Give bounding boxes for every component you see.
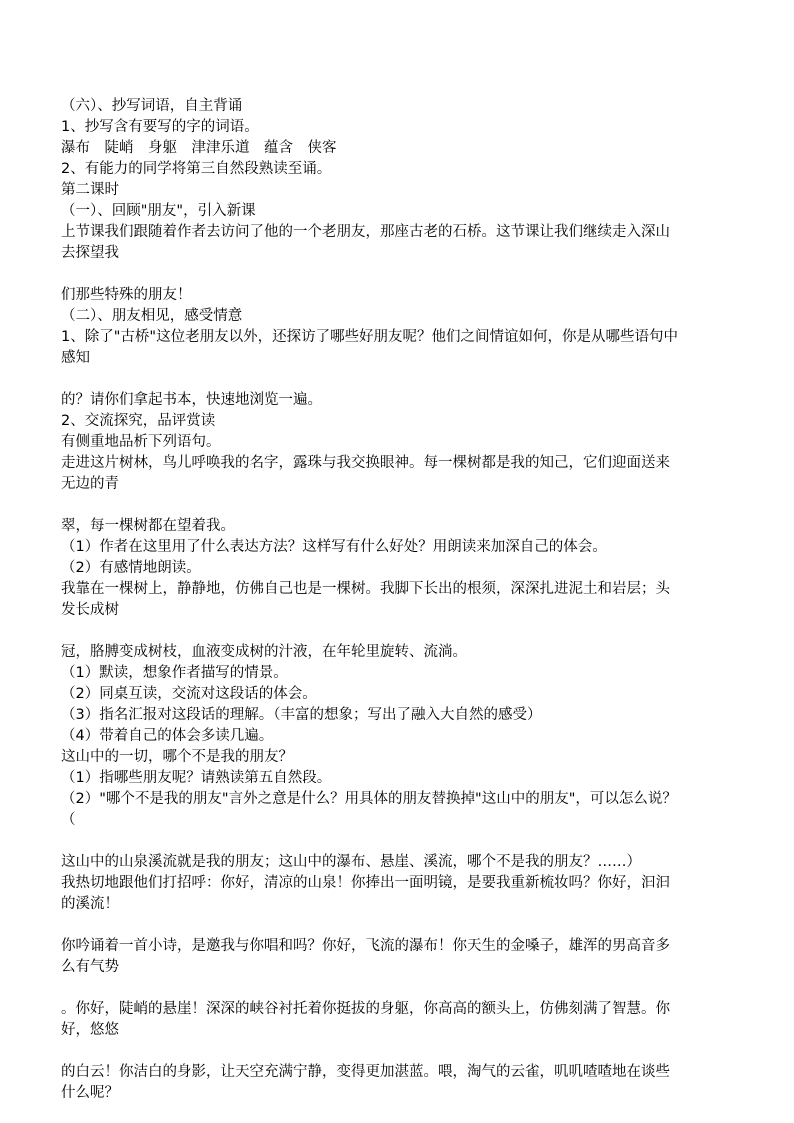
text-line: 什么呢？ <box>61 1085 119 1101</box>
blank-line <box>61 369 741 390</box>
text-line: 我热切地跟他们打招呼：你好，清凉的山泉！你捧出一面明镜，是要我重新梳妆吗？你好，汩汩 <box>61 875 670 891</box>
text-line: （2）"哪个不是我的朋友"言外之意是什么？用具体的朋友替换掉"这山中的朋友"，可以怎么说？ <box>61 791 677 807</box>
blank-line <box>61 621 741 642</box>
text-line: 去探望我 <box>61 245 119 261</box>
text-line: 走进这片树林，鸟儿呼唤我的名字，露珠与我交换眼神。每一棵树都是我的知己，它们迎面送来 <box>61 455 670 471</box>
text-line: 发长成树 <box>61 602 119 618</box>
text-line: （3）指名汇报对这段话的理解。（丰富的想象；写出了融入大自然的感受） <box>61 707 542 723</box>
text-line: 有侧重地品析下列语句。 <box>61 434 221 450</box>
text-line: 么有气势 <box>61 959 119 975</box>
blank-line <box>61 915 741 936</box>
text-line: （一）、回顾"朋友"，引入新课 <box>61 203 256 219</box>
text-line: 的？请你们拿起书本，快速地浏览一遍。 <box>61 392 322 408</box>
text-line: 们那些特殊的朋友！ <box>61 287 192 303</box>
text-line: 我靠在一棵树上，静静地，仿佛自己也是一棵树。我脚下长出的根须，深深扎进泥土和岩层；头 <box>61 581 670 597</box>
text-line: 好，悠悠 <box>61 1022 119 1038</box>
text-line: 2、交流探究，品评赏读 <box>61 413 216 429</box>
text-line: 冠，胳膊变成树枝，血液变成树的汁液，在年轮里旋转、流淌。 <box>61 644 467 660</box>
text-line: 1、除了"古桥"这位老朋友以外，还探访了哪些好朋友呢？他们之间情谊如何，你是从哪些语句中 <box>61 329 679 345</box>
text-line: 翠，每一棵树都在望着我。 <box>61 518 235 534</box>
text-line: 这山中的山泉溪流就是我的朋友；这山中的瀑布、悬崖、溪流，哪个不是我的朋友？……） <box>61 854 641 870</box>
text-line: （二）、朋友相见，感受情意 <box>61 308 243 324</box>
text-line: （1）默读，想象作者描写的情景。 <box>61 665 288 681</box>
blank-line <box>61 1041 741 1062</box>
text-line: （六）、抄写词语，自主背诵 <box>61 98 243 114</box>
text-line: （2）有感情地朗读。 <box>61 560 201 576</box>
blank-line <box>61 978 741 999</box>
text-line: 的溪流！ <box>61 896 119 912</box>
blank-line <box>61 831 741 852</box>
blank-line <box>61 264 741 285</box>
text-line: 感知 <box>61 350 90 366</box>
text-line: 的白云！你洁白的身影，让天空充满宁静，变得更加湛蓝。喂，淘气的云雀，叽叽喳喳地在谈些 <box>61 1064 670 1080</box>
text-line: （1）作者在这里用了什么表达方法？这样写有什么好处？用朗读来加深自己的体会。 <box>61 539 607 555</box>
text-line: 第二课时 <box>61 182 119 198</box>
text-line: 2、有能力的同学将第三自然段熟读至诵。 <box>61 161 332 177</box>
text-line: （1）指哪些朋友呢？请熟读第五自然段。 <box>61 770 332 786</box>
text-line: （2）同桌互读，交流对这段话的体会。 <box>61 686 317 702</box>
text-line: 。你好，陡峭的悬崖！深深的峡谷衬托着你挺拔的身躯，你高高的额头上，仿佛刻满了智慧。你 <box>61 1001 670 1017</box>
document-body <box>61 96 741 1104</box>
text-line: 瀑布 陡峭 身躯 津津乐道 蕴含 侠客 <box>61 140 337 156</box>
text-line: （4）带着自己的体会多读几遍。 <box>61 728 274 744</box>
text-line: 这山中的一切，哪个不是我的朋友？ <box>61 749 293 765</box>
text-line: 无边的青 <box>61 476 119 492</box>
text-line: 1、抄写含有要写的字的词语。 <box>61 119 259 135</box>
text-line: 上节课我们跟随着作者去访问了他的一个老朋友，那座古老的石桥。这节课让我们继续走入深山 <box>61 224 670 240</box>
text-line: （ <box>61 812 76 828</box>
text-line: 你吟诵着一首小诗，是邀我与你唱和吗？你好，飞流的瀑布！你天生的金嗓子，雄浑的男高音多 <box>61 938 670 954</box>
blank-line <box>61 495 741 516</box>
